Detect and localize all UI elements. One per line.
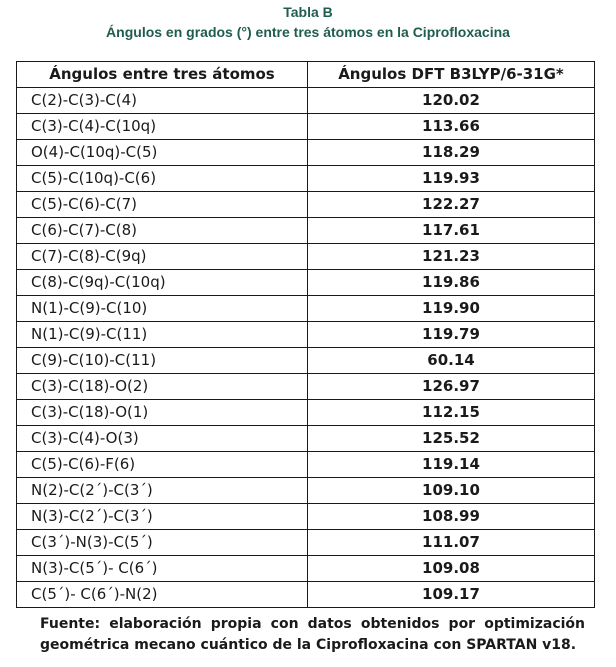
value-cell: 119.14 xyxy=(308,452,595,478)
value-cell: 117.61 xyxy=(308,218,595,244)
table-row xyxy=(17,478,595,504)
angle-cell: O(4)-C(10q)-C(5) xyxy=(17,140,308,166)
table-row xyxy=(17,244,595,270)
angle-cell: C(2)-C(3)-C(4) xyxy=(17,88,308,114)
value-cell: 118.29 xyxy=(308,140,595,166)
angle-cell: C(3)-C(4)-O(3) xyxy=(17,426,308,452)
angle-cell: N(3)-C(2´)-C(3´) xyxy=(17,504,308,530)
value-cell: 109.08 xyxy=(308,556,595,582)
angle-cell: C(3´)-N(3)-C(5´) xyxy=(17,530,308,556)
angle-cell: C(3)-C(18)-O(1) xyxy=(17,400,308,426)
source-note: Fuente: elaboración propia con datos obtenidos por optimización geométrica mecano cuántico de la Ciprofloxacina con SPARTAN v18. xyxy=(40,616,585,653)
angles-table xyxy=(16,61,595,608)
value-cell: 121.23 xyxy=(308,244,595,270)
angle-cell: C(3)-C(18)-O(2) xyxy=(17,374,308,400)
angle-cell: C(5)-C(10q)-C(6) xyxy=(17,166,308,192)
angle-cell: N(3)-C(5´)- C(6´) xyxy=(17,556,308,582)
table-label: Tabla B xyxy=(283,4,333,20)
table-row xyxy=(17,374,595,400)
angle-cell: C(5)-C(6)-F(6) xyxy=(17,452,308,478)
angle-cell: C(8)-C(9q)-C(10q) xyxy=(17,270,308,296)
value-cell: 109.10 xyxy=(308,478,595,504)
value-cell: 125.52 xyxy=(308,426,595,452)
angle-cell: N(1)-C(9)-C(11) xyxy=(17,322,308,348)
table-header-row xyxy=(17,62,595,88)
value-cell: 113.66 xyxy=(308,114,595,140)
angle-cell: C(5)-C(6)-C(7) xyxy=(17,192,308,218)
table-row xyxy=(17,218,595,244)
table-title: Ángulos en grados (°) entre tres átomos en la Ciprofloxacina xyxy=(106,24,510,40)
value-cell: 109.17 xyxy=(308,582,595,608)
value-cell: 112.15 xyxy=(308,400,595,426)
table-row xyxy=(17,192,595,218)
table-row xyxy=(17,530,595,556)
table-row xyxy=(17,140,595,166)
angle-cell: C(3)-C(4)-C(10q) xyxy=(17,114,308,140)
value-cell: 119.79 xyxy=(308,322,595,348)
table-row xyxy=(17,114,595,140)
table-row xyxy=(17,582,595,608)
value-cell: 120.02 xyxy=(308,88,595,114)
table-row xyxy=(17,452,595,478)
table-row xyxy=(17,88,595,114)
angle-cell: C(6)-C(7)-C(8) xyxy=(17,218,308,244)
table-row xyxy=(17,270,595,296)
column-header-dft: Ángulos DFT B3LYP/6-31G* xyxy=(308,62,595,88)
value-cell: 119.90 xyxy=(308,296,595,322)
value-cell: 119.86 xyxy=(308,270,595,296)
value-cell: 126.97 xyxy=(308,374,595,400)
angle-cell: C(9)-C(10)-C(11) xyxy=(17,348,308,374)
table-row xyxy=(17,348,595,374)
table-row xyxy=(17,504,595,530)
table-row xyxy=(17,166,595,192)
value-cell: 60.14 xyxy=(308,348,595,374)
value-cell: 122.27 xyxy=(308,192,595,218)
value-cell: 108.99 xyxy=(308,504,595,530)
angle-cell: N(2)-C(2´)-C(3´) xyxy=(17,478,308,504)
table-row xyxy=(17,400,595,426)
value-cell: 119.93 xyxy=(308,166,595,192)
table-row xyxy=(17,426,595,452)
table-row xyxy=(17,556,595,582)
angle-cell: N(1)-C(9)-C(10) xyxy=(17,296,308,322)
table-row xyxy=(17,322,595,348)
angle-cell: C(7)-C(8)-C(9q) xyxy=(17,244,308,270)
angle-cell: C(5´)- C(6´)-N(2) xyxy=(17,582,308,608)
table-body xyxy=(17,88,595,608)
column-header-angle: Ángulos entre tres átomos xyxy=(17,62,308,88)
table-row xyxy=(17,296,595,322)
value-cell: 111.07 xyxy=(308,530,595,556)
